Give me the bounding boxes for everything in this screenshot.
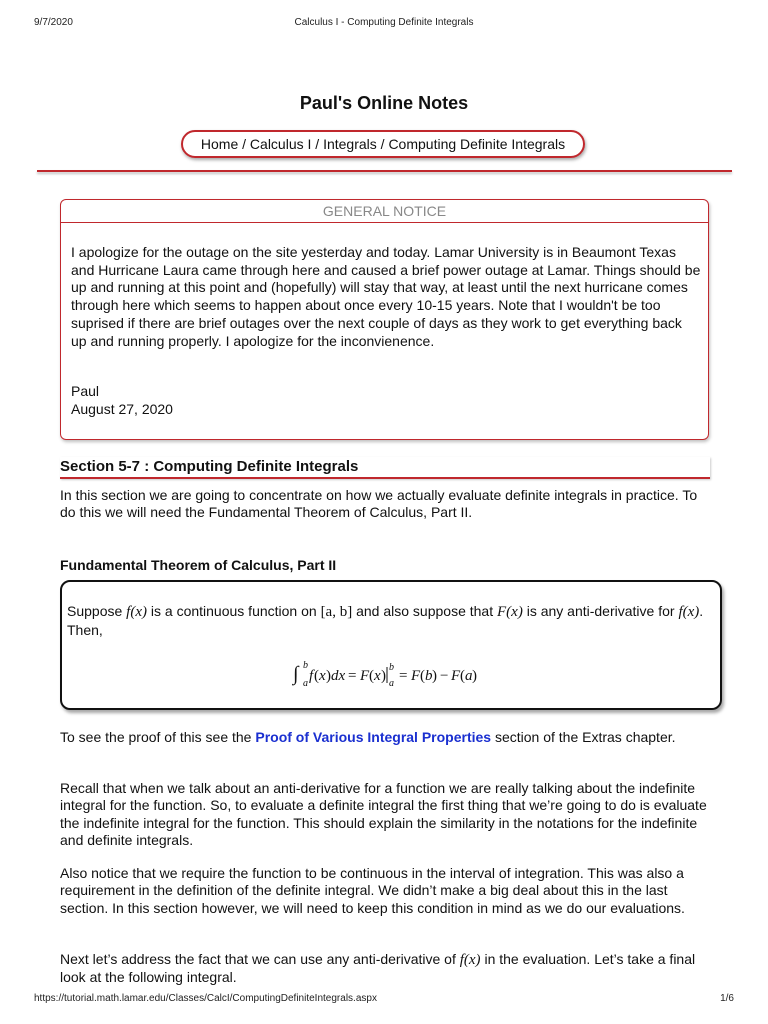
print-header <box>0 17 768 31</box>
breadcrumb-calculus-i[interactable]: Calculus I <box>249 136 312 152</box>
svg-text:x: x <box>319 668 326 684</box>
svg-text:b: b <box>303 660 308 671</box>
svg-text:(: ( <box>369 668 374 684</box>
site-title: Paul's Online Notes <box>299 93 469 113</box>
print-footer <box>0 993 768 1007</box>
print-page-number: 1/6 <box>720 993 734 1004</box>
notice-signature <box>71 383 173 418</box>
svg-text:dx: dx <box>331 668 346 684</box>
svg-text:a: a <box>303 678 308 689</box>
notice-signature-date: August 27, 2020 <box>71 400 173 417</box>
svg-text:): ) <box>381 668 386 684</box>
math-interval: [a, b] <box>320 604 353 620</box>
theorem-box <box>60 580 722 710</box>
svg-text:F: F <box>411 668 421 684</box>
math-fx: f(x) <box>678 604 700 620</box>
print-url: https://tutorial.math.lamar.edu/Classes/CalcI/ComputingDefiniteIntegrals.aspx <box>34 993 377 1004</box>
ftc-formula <box>62 659 720 696</box>
breadcrumb-current-page: Computing Definite Integrals <box>388 136 566 152</box>
section-title: Section 5-7 : Computing Definite Integrals <box>60 457 710 479</box>
theorem-statement: Suppose f(x) is a continuous function on [a, b] and also suppose that F(x) is any anti-derivative for f(x). Then, <box>67 603 704 638</box>
proof-link[interactable]: Proof of Various Integral Properties <box>255 729 492 745</box>
breadcrumb-separator: / <box>376 136 389 152</box>
math-Fx: F(x) <box>497 604 523 620</box>
math-fx: f(x) <box>126 604 147 620</box>
recall-paragraph: Recall that when we talk about an anti-derivative for a function we are really talking about the indefinite integral for the function. So, to evaluate a definite integral the first thing that we’re going to do is evaluate the indefinite integral for the function. This should explain the similarity in the notations for the indefinite and definite integrals. <box>60 780 707 849</box>
header-divider <box>37 170 732 172</box>
general-notice <box>60 199 709 440</box>
svg-text:): ) <box>472 668 477 684</box>
notice-signature-name: Paul <box>71 383 100 399</box>
svg-text:b: b <box>425 668 433 684</box>
svg-text:(: ( <box>420 668 425 684</box>
math-fx: f(x) <box>459 952 481 968</box>
svg-text:a: a <box>389 678 394 689</box>
breadcrumb-separator: / <box>311 136 324 152</box>
svg-text:a: a <box>465 668 473 684</box>
next-paragraph: Next let’s address the fact that we can use any anti-derivative of f(x) in the evaluation. Let’s take a final look at the following integral. <box>60 951 696 986</box>
proof-paragraph: To see the proof of this see the Proof of Various Integral Properties section of the Extras chapter. <box>60 729 676 745</box>
svg-text:=: = <box>399 668 408 684</box>
svg-text:f: f <box>309 668 314 684</box>
formula-graphic <box>291 659 491 691</box>
notice-body <box>71 244 701 350</box>
breadcrumb-integrals[interactable]: Integrals <box>323 136 377 152</box>
intro-paragraph: In this section we are going to concentrate on how we actually evaluate definite integrals in practice. To do this we will need the Fundamental Theorem of Calculus, Part II. <box>60 487 698 521</box>
svg-text:): ) <box>432 668 437 684</box>
notice-heading: GENERAL NOTICE <box>61 200 708 223</box>
breadcrumb <box>181 130 585 158</box>
print-title: Calculus I - Computing Definite Integrals <box>294 17 474 28</box>
svg-text:x: x <box>374 668 381 684</box>
svg-text:): ) <box>326 668 331 684</box>
theorem-title: Fundamental Theorem of Calculus, Part II <box>60 557 337 573</box>
continuity-paragraph: Also notice that we require the function to be continuous in the interval of integration. This was also a requirement in the definition of the definite integral. We didn’t make a big deal about this in the last section. In this section however, we will need to keep this condition in mind as we do our evaluations. <box>60 865 685 916</box>
svg-text:(: ( <box>314 668 319 684</box>
svg-text:F: F <box>451 668 461 684</box>
notice-text: I apologize for the outage on the site yesterday and today. Lamar University is in Beaumont Texas and Hurricane Laura came through here and caused a brief power outage at Lamar. Things should be up and running at this point and (hopefully) will stay that way, at least until the next hurricane comes through here which seems to happen about once every 10-15 years. Note that I wouldn't be too suprised if there are brief outages over the next couple of days as they work to get everything back up and running properly. I apologize for the inconvienence. <box>71 244 701 349</box>
svg-text:=: = <box>348 668 357 684</box>
print-date: 9/7/2020 <box>34 17 73 28</box>
breadcrumb-separator: / <box>238 136 250 152</box>
svg-text:−: − <box>440 668 449 684</box>
svg-text:∫: ∫ <box>293 663 299 685</box>
svg-text:b: b <box>389 662 394 673</box>
breadcrumb-home[interactable]: Home <box>200 136 239 152</box>
svg-text:(: ( <box>460 668 465 684</box>
svg-text:F: F <box>360 668 370 684</box>
